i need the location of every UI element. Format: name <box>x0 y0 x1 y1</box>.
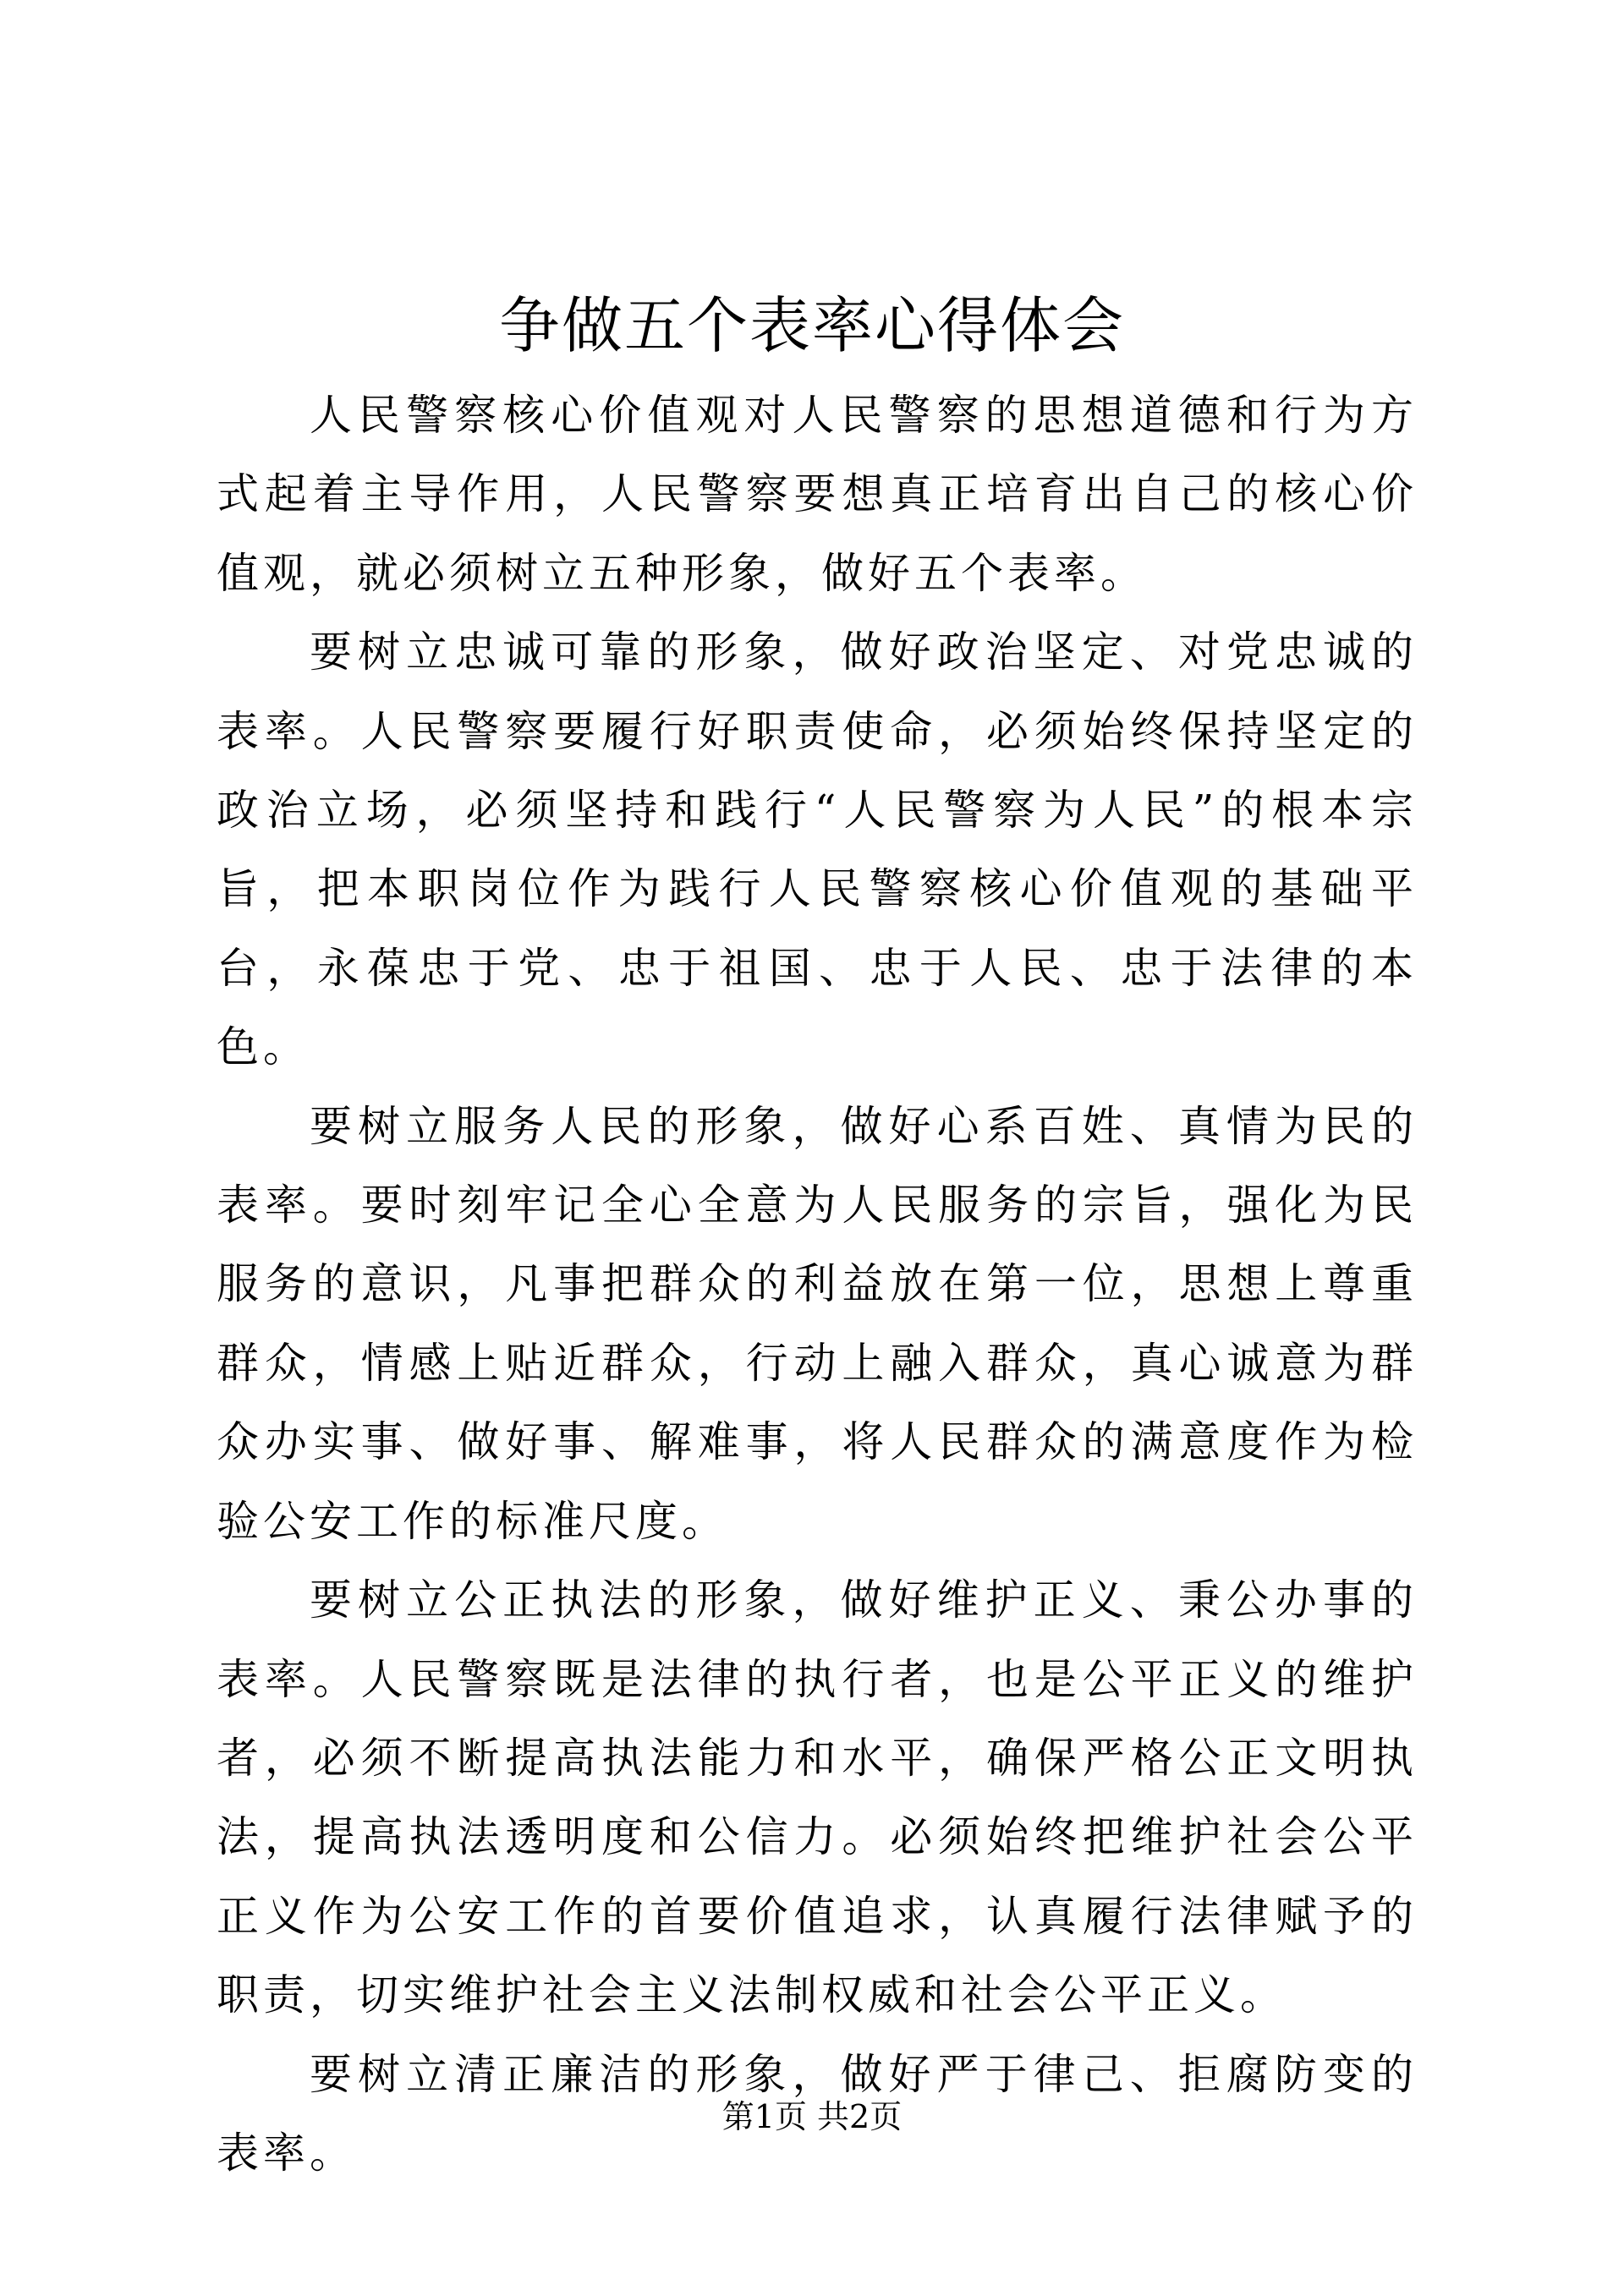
paragraph-integrity: 要树立清正廉洁的形象，做好严于律己、拒腐防变的表率。 <box>217 2049 1418 2178</box>
paragraph-intro: 人民警察核心价值观对人民警察的思想道德和行为方式起着主导作用，人民警察要想真正培育出自己的核心价值观，就必须树立五种形象，做好五个表率。 <box>217 391 1418 598</box>
paragraph-serve-people: 要树立服务人民的形象，做好心系百姓、真情为民的表率。要时刻牢记全心全意为人民服务的宗旨，强化为民服务的意识，凡事把群众的利益放在第一位，思想上尊重群众，情感上贴近群众，行动上融入群众，真心诚意为群众办实事、做好事、解难事，将人民群众的满意度作为检验公安工作的标准尺度。 <box>217 1101 1418 1546</box>
page-number-footer: 第1页 共2页 <box>721 2098 903 2135</box>
paragraph-fair-enforcement: 要树立公正执法的形象，做好维护正义、秉公办事的表率。人民警察既是法律的执行者，也是公平正义的维护者，必须不断提高执法能力和水平，确保严格公正文明执法，提高执法透明度和公信力。必须始终把维护社会公平正义作为公安工作的首要价值追求，认真履行法律赋予的职责，切实维护社会主义法制权威和社会公平正义。 <box>217 1575 1418 2020</box>
document-title: 争做五个表率心得体会 <box>498 290 1125 361</box>
paragraph-loyalty: 要树立忠诚可靠的形象，做好政治坚定、对党忠诚的表率。人民警察要履行好职责使命，必须始终保持坚定的政治立场，必须坚持和践行“人民警察为人民”的根本宗旨，把本职岗位作为践行人民警察核心价值观的基础平台，永葆忠于党、忠于祖国、忠于人民、忠于法律的本色。 <box>217 627 1418 1072</box>
document-body <box>217 376 1418 2193</box>
